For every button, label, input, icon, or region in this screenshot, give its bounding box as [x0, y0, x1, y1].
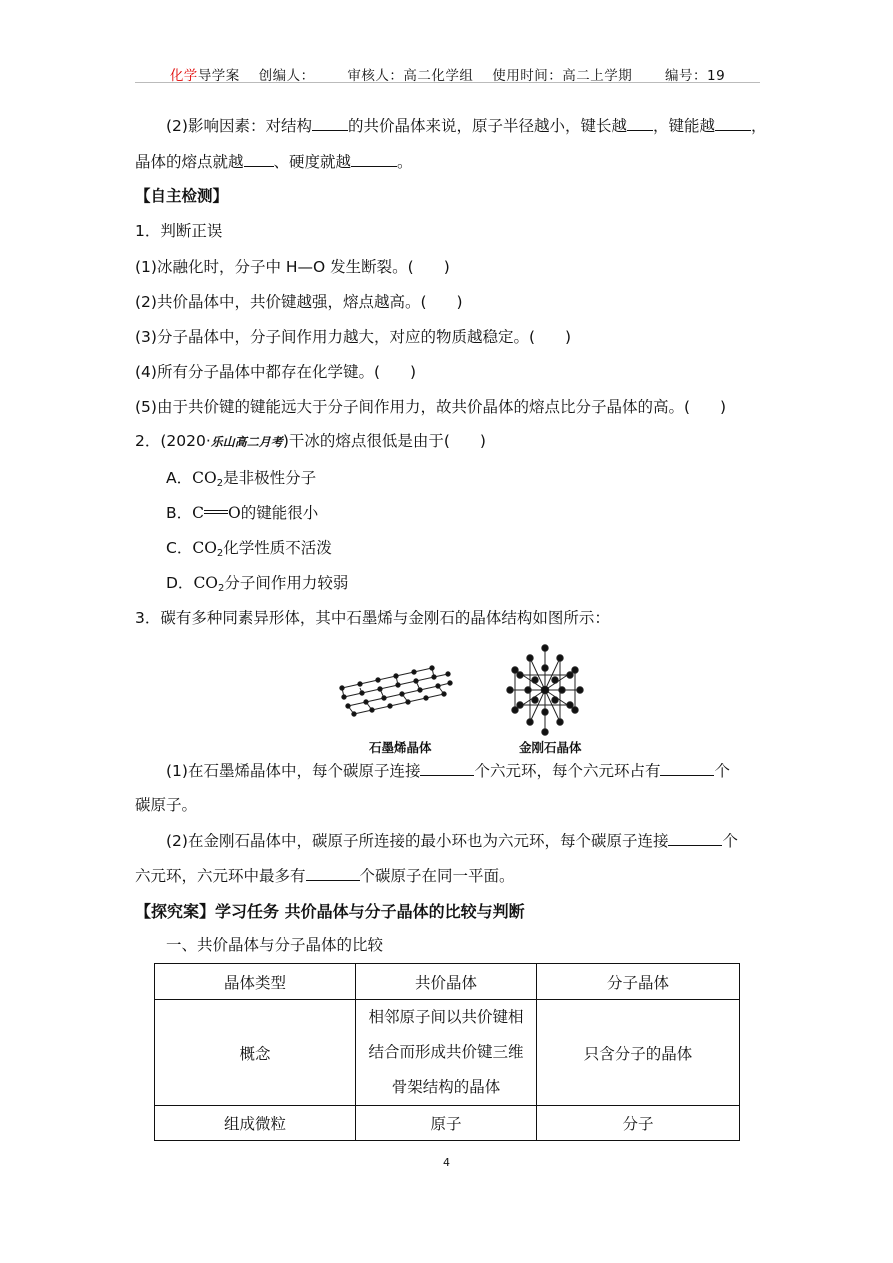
subscript: 2 — [218, 583, 225, 594]
statement-text: (4)所有分子晶体中都存在化学键。( — [135, 363, 381, 381]
option-label: C． — [166, 539, 193, 557]
question-2 — [135, 430, 486, 453]
header-number: 编号：19 — [665, 68, 726, 84]
table-cell: 概念 — [155, 1000, 356, 1106]
question-text: (1)在石墨烯晶体中，每个碳原子连接 — [166, 762, 421, 780]
factor-text: 、硬度就越 — [273, 153, 352, 171]
factor-line-1 — [166, 114, 767, 137]
answer-blank[interactable] — [351, 150, 397, 167]
double-bond-icon — [204, 510, 228, 514]
factor-text: 。 — [397, 153, 413, 171]
statement-text: (1)冰融化时，分子中 H—O 发生断裂。( — [135, 258, 414, 276]
formula: O — [228, 504, 241, 522]
answer-blank[interactable] — [306, 864, 360, 881]
answer-blank[interactable] — [312, 114, 348, 131]
option-a[interactable] — [166, 467, 316, 495]
question-1-title: 1．判断正误 — [135, 222, 223, 240]
question-text: 个碳原子在同一平面。 — [359, 867, 515, 885]
option-b[interactable] — [166, 502, 318, 524]
question-text: 个 — [722, 832, 738, 850]
section-heading: 【自主检测】 — [135, 187, 229, 205]
diamond-diagram — [507, 645, 583, 735]
diamond-caption: 金刚石晶体 — [519, 740, 582, 755]
answer-blank[interactable] — [627, 114, 653, 131]
question-text: (2)在金刚石晶体中，碳原子所连接的最小环也为六元环，每个碳原子连接 — [166, 832, 669, 850]
factor-line-2 — [135, 150, 413, 173]
cell-line: 相邻原子间以共价键相 — [368, 1008, 524, 1026]
formula: CO — [192, 539, 217, 557]
cell-line: 结合而形成共价键三维 — [368, 1043, 524, 1061]
comparison-table — [154, 963, 740, 1141]
factor-text: 的共价晶体来说，原子半径越小，键长越 — [347, 117, 627, 135]
table-row — [155, 1000, 740, 1106]
statement-text: (5)由于共价键的键能远大于分子间作用力，故共价晶体的熔点比分子晶体的高。( — [135, 398, 691, 416]
question-3: 3．碳有多种同素异形体，其中石墨烯与金刚石的晶体结构如图所示： — [135, 609, 610, 627]
option-text: 化学性质不活泼 — [223, 539, 332, 557]
table-cell: 组成微粒 — [155, 1106, 356, 1141]
question-3-2 — [166, 829, 738, 852]
table-header-row — [155, 964, 740, 1000]
option-label: D． — [166, 574, 194, 592]
question-source: 乐山高二月考 — [210, 435, 283, 449]
subscript: 2 — [216, 548, 224, 559]
answer-blank[interactable] — [244, 150, 274, 167]
statement-1 — [135, 256, 450, 278]
answer-blank[interactable] — [715, 114, 751, 131]
close-paren: ) — [565, 328, 572, 346]
cell-line: 骨架结构的晶体 — [391, 1078, 501, 1096]
question-text: 六元环，六元环中最多有 — [135, 867, 306, 885]
statement-text: (3)分子晶体中，分子间作用力越大，对应的物质越稳定。( — [135, 328, 536, 346]
page-number: 4 — [443, 1156, 450, 1169]
option-text: 的键能很小 — [240, 504, 319, 522]
close-paren: ) — [456, 293, 463, 311]
graphene-caption: 石墨烯晶体 — [369, 740, 432, 755]
statement-2 — [135, 291, 463, 313]
close-paren: ) — [479, 432, 486, 450]
option-label: B． — [166, 504, 193, 522]
close-paren: ) — [720, 398, 727, 416]
statement-5 — [135, 396, 726, 418]
header-author: 创编人： — [258, 68, 315, 84]
header-subject: 化学 — [169, 68, 198, 84]
answer-blank[interactable] — [660, 759, 714, 776]
close-paren: ) — [443, 258, 450, 276]
question-3-1-cont: 碳原子。 — [135, 796, 198, 814]
answer-blank[interactable] — [420, 759, 474, 776]
graphene-diagram — [340, 666, 452, 716]
table-cell — [356, 1000, 537, 1106]
option-d[interactable] — [166, 572, 348, 600]
statement-4 — [135, 361, 416, 383]
section-title: 一、共价晶体与分子晶体的比较 — [166, 936, 384, 954]
subscript: 2 — [216, 478, 224, 489]
table-header-cell: 晶体类型 — [155, 964, 356, 1000]
page-header — [135, 64, 760, 83]
answer-blank[interactable] — [668, 829, 722, 846]
question-3-2-cont — [135, 864, 515, 887]
factor-text: ， — [751, 117, 767, 135]
option-text: 是非极性分子 — [223, 469, 317, 487]
question-text: )干冰的熔点很低是由于( — [282, 432, 450, 450]
factor-text: (2)影响因素：对结构 — [166, 117, 312, 135]
explore-heading: 【探究案】学习任务 共价晶体与分子晶体的比较与判断 — [135, 902, 525, 921]
table-header-cell: 共价晶体 — [356, 964, 537, 1000]
question-text: 2．(2020· — [135, 432, 211, 450]
question-text: 个六元环，每个六元环占有 — [474, 762, 661, 780]
statement-3 — [135, 326, 571, 348]
option-c[interactable] — [166, 537, 332, 565]
header-title: 导学案 — [197, 68, 240, 84]
table-cell: 原子 — [356, 1106, 537, 1141]
factor-text: ，键能越 — [652, 117, 715, 135]
formula: C — [192, 504, 205, 522]
table-cell: 只含分子的晶体 — [537, 1000, 740, 1106]
question-3-1 — [166, 759, 730, 782]
table-cell: 分子 — [537, 1106, 740, 1141]
close-paren: ) — [410, 363, 417, 381]
header-use-time: 使用时间：高二上学期 — [492, 68, 633, 84]
header-reviewer: 审核人：高二化学组 — [347, 68, 474, 84]
table-header-cell: 分子晶体 — [537, 964, 740, 1000]
option-text: 分子间作用力较弱 — [224, 574, 349, 592]
option-label: A． — [166, 469, 193, 487]
formula: CO — [192, 469, 217, 487]
statement-text: (2)共价晶体中，共价键越强，熔点越高。( — [135, 293, 427, 311]
factor-text: 晶体的熔点就越 — [135, 153, 244, 171]
formula: CO — [193, 574, 219, 592]
table-row — [155, 1106, 740, 1141]
question-text: 个 — [714, 762, 730, 780]
